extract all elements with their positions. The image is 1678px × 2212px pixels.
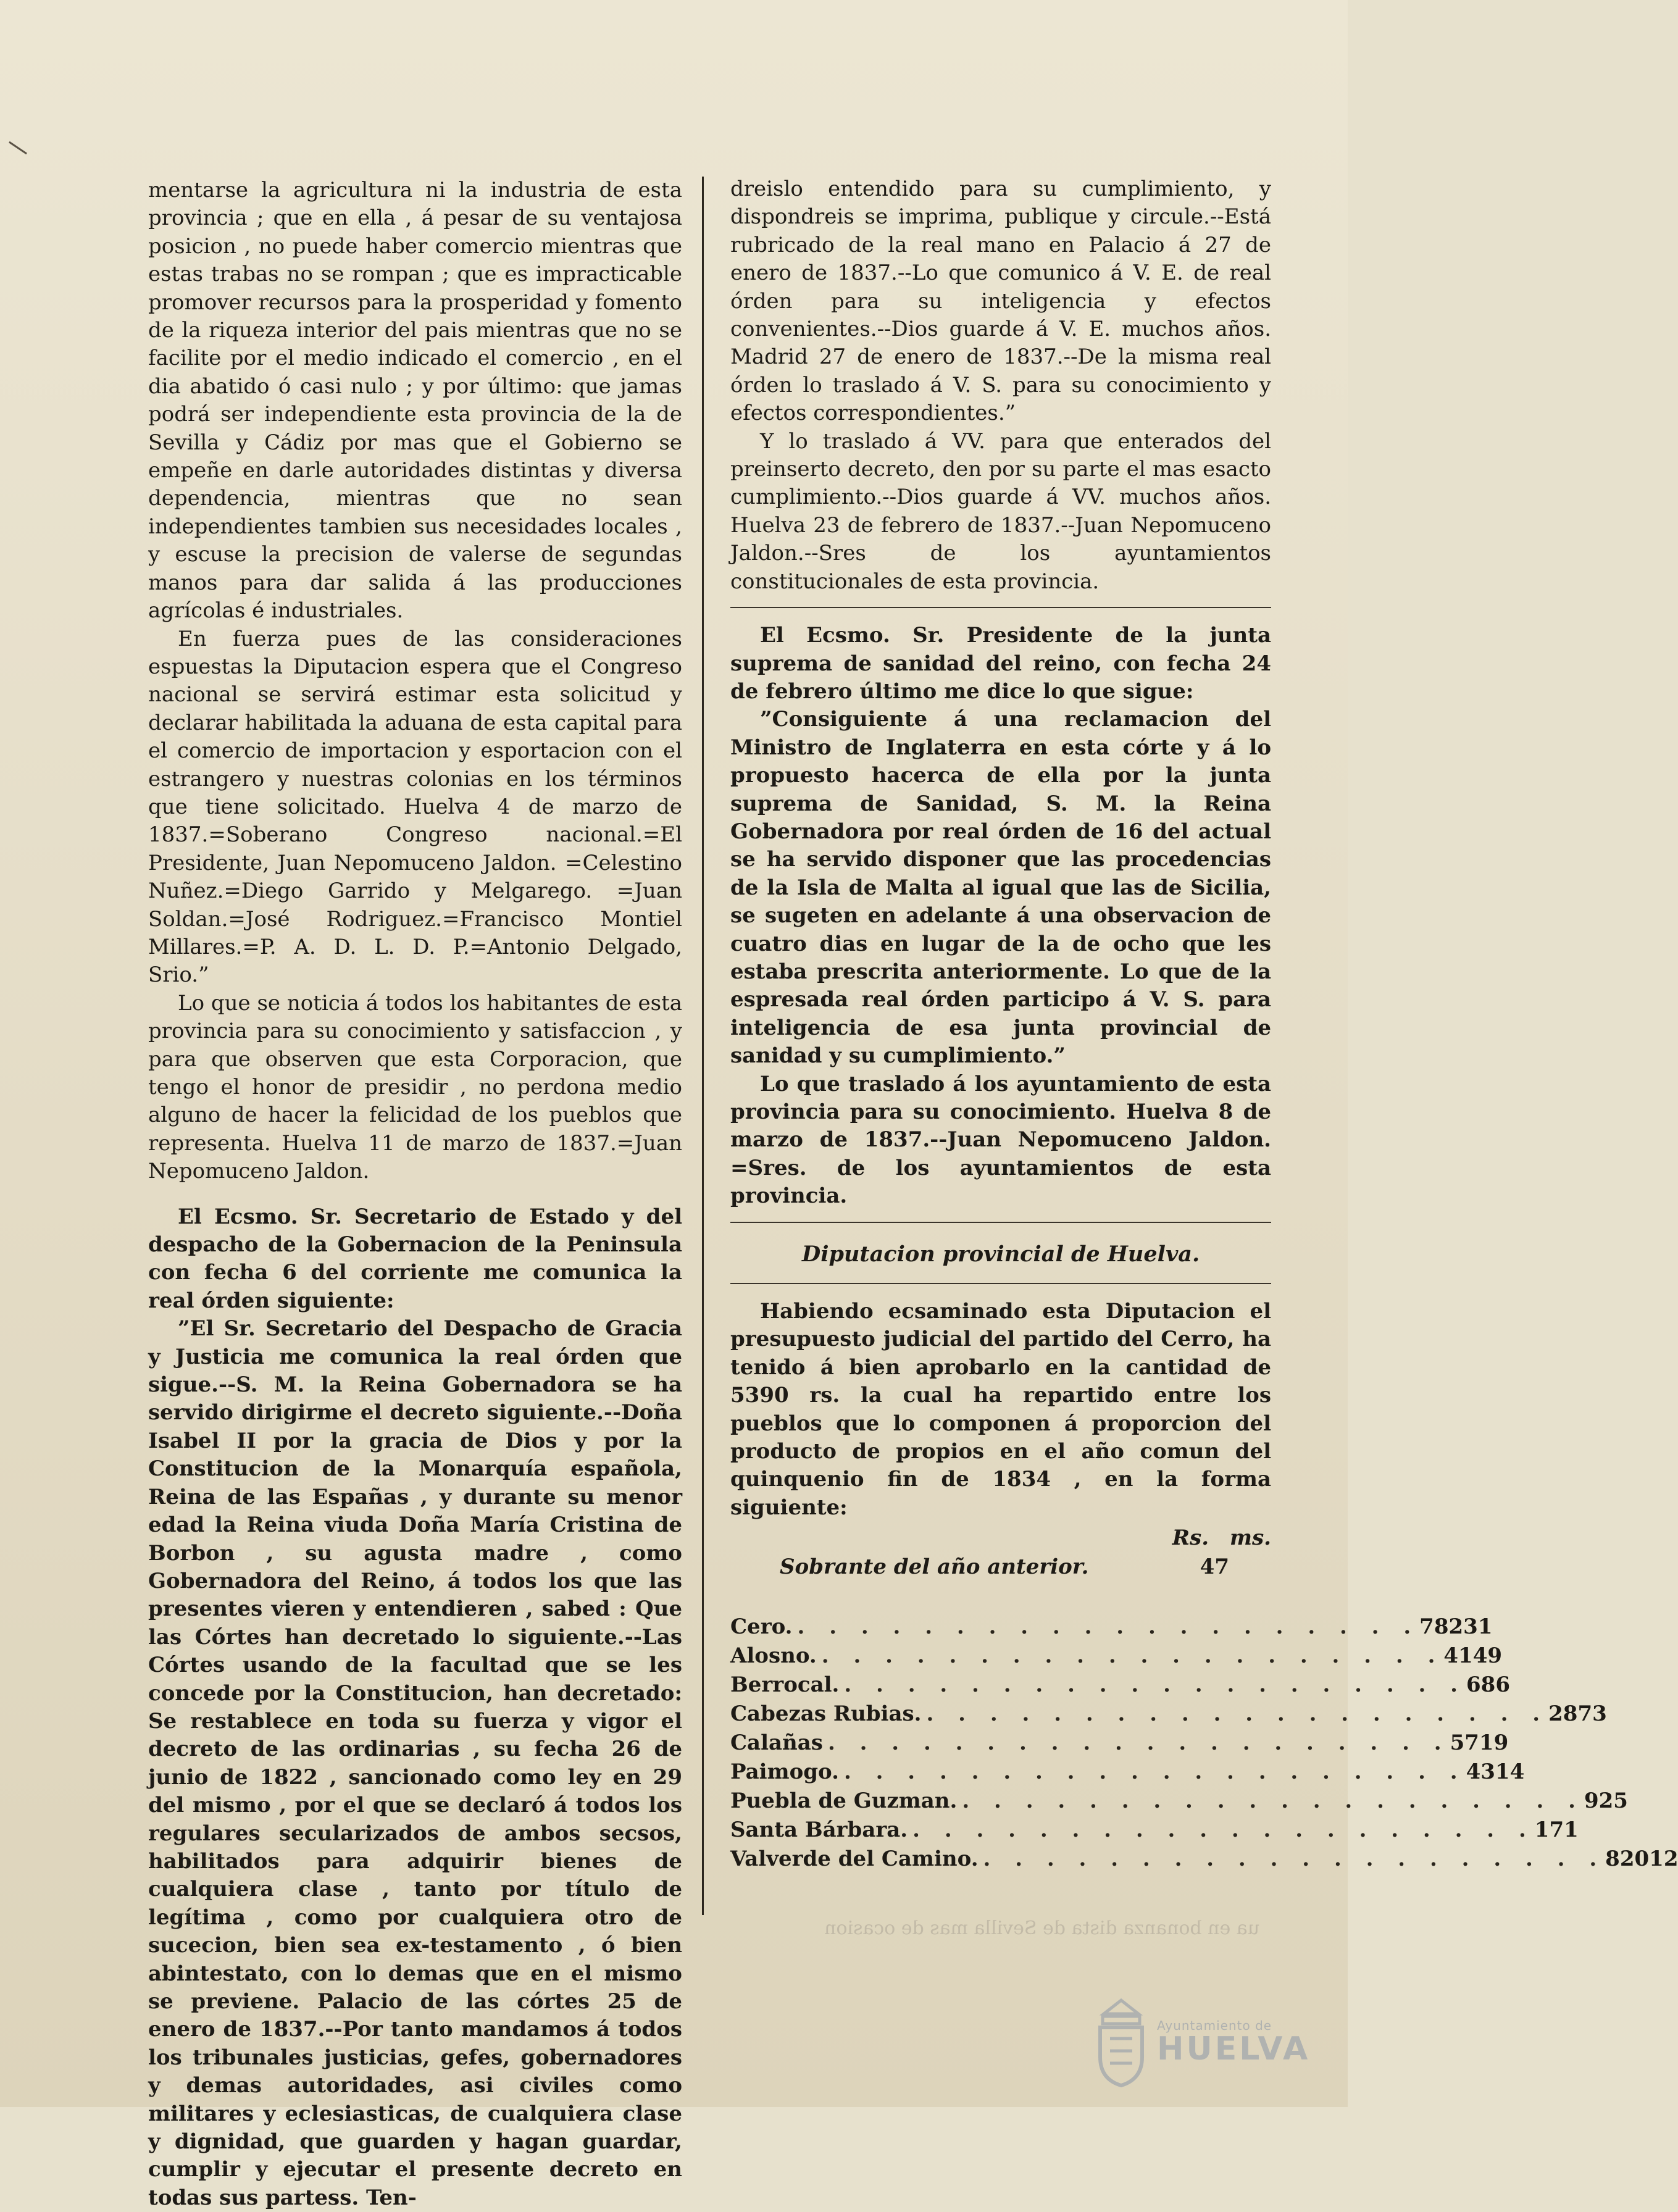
ledger-row-dots: . . . . . . . . . . . . . . . . . . . . — [912, 1817, 1535, 1842]
ledger-row-name: Valverde del Camino. — [730, 1846, 979, 1871]
ledger-row-ms: 9 — [1493, 1730, 1509, 1755]
left-paragraph-1: mentarse la agricultura ni la industria de esta provincia ; que en ella , á pesar de su ventajosa posicion , no puede haber comercio mientras que estas trabas no se rompan ; que es impracticable promover recursos para la prosperidad y fomento de la riqueza interior del pais mientras que no se facilite por el medio indicado el comercio , en el dia abatido ó casi nulo ; y por último: que jamas podrá ser independiente esta provincia de la de Sevilla y Cádiz por mas que el Gobierno se empeñe en darle autoridades distintas y diversa dependencia, mientras que no sean independientes tambien sus necesidades locales , y escuse la precision de valerse de segundas manos para dar salida á las producciones agrícolas é industriales. — [148, 178, 682, 624]
ledger-row-name: Puebla de Guzman. — [730, 1788, 958, 1813]
ledger-row — [730, 1758, 1525, 1787]
ledger-row-name: Paimogo. — [730, 1759, 839, 1784]
left-paragraph-4: El Ecsmo. Sr. Secretario de Estado y del despacho de la Gobernacion de la Peninsula con fecha 6 del corriente me comunica la real órden siguiente: — [148, 1204, 682, 1313]
ledger-row — [730, 1613, 1493, 1642]
ledger-row-ms: 31 — [1463, 1614, 1493, 1639]
ledger-row-dots: . . . . . . . . . . . . . . . . . . . . — [827, 1730, 1450, 1755]
ledger-row-ms: 3 — [1592, 1701, 1607, 1726]
ledger-carry-name: Sobrante del año anterior. — [780, 1554, 1089, 1579]
ledger-row — [730, 1700, 1607, 1729]
ledger-row-rs: 287 — [1548, 1701, 1593, 1726]
ledger-row-ms: 6 — [1495, 1672, 1510, 1697]
ledger-row-ms: 4 — [1509, 1759, 1525, 1784]
ledger-row-rs: 171 — [1534, 1817, 1579, 1842]
ledger-row-rs: 414 — [1443, 1643, 1488, 1668]
ledger-row-name: Santa Bárbara. — [730, 1817, 908, 1842]
page-corner-mark — [9, 141, 27, 154]
ledger-row-dots: . . . . . . . . . . . . . . . . . . . . — [843, 1759, 1466, 1784]
right-paragraph-2: Y lo traslado á VV. para que enterados del preinserto decreto, den por su parte el mas esacto cumplimiento.--Dios guarde á VV. muchos años. Huelva 23 de febrero de 1837.--Juan Nepomuceno Jaldon.--Sres de los ayuntamientos constitucionales de esta provincia. — [730, 428, 1271, 594]
ledger-row-name: Cero. — [730, 1614, 793, 1639]
ledger-row-rs: 68 — [1466, 1672, 1496, 1697]
ledger-row — [730, 1642, 1503, 1671]
ledger-row-dots: . . . . . . . . . . . . . . . . . . . . — [821, 1643, 1444, 1668]
ledger-row-dots: . . . . . . . . . . . . . . . . . . . . — [983, 1846, 1606, 1871]
section-divider-2 — [730, 1222, 1271, 1223]
section-divider — [730, 607, 1271, 608]
ledger-header-ms: ms. — [1230, 1525, 1271, 1551]
column-divider — [702, 177, 704, 1915]
ayuntamiento-watermark — [1092, 1989, 1311, 2094]
ledger-row-name: Calañas — [730, 1730, 823, 1755]
ledger-row-dots: . . . . . . . . . . . . . . . . . . . . — [844, 1672, 1466, 1697]
spacer — [148, 1186, 682, 1203]
right-paragraph-6: Habiendo ecsaminado esta Diputacion el presupuesto judicial del partido del Cerro, ha tenido á bien aprobarlo en la cantidad de 5390 rs. la cual ha repartido entre los pueblos que lo componen á proporcion del producto de propios en el año comun del quinquenio fin de 1834 , en la forma siguiente: — [730, 1299, 1271, 1520]
left-paragraph-5: ”El Sr. Secretario del Despacho de Gracia y Justicia me comunica la real órden que sigue.--S. M. la Reina Gobernadora se ha servido dirigirme el decreto siguiente.--Doña Isabel II por la gracia de Dios y por la Constitucion de la Monarquía española, Reina de las Españas , y durante su menor edad la Reina viuda Doña María Cristina de Borbon , su agusta madre , como Gobernadora del Reino, á todos los que las presentes vieren y entendieren , sabed : Que las Córtes han decretado lo siguiente.--Las Córtes usando de la facultad que se les concede por la Constitucion, han decretado: Se restablece en toda su fuerza y vigor el decreto de las ordinarias , su fecha 26 de junio de 1822 , sancionado como ley en 29 del mismo , por el que se declaró á todos los regulares secularizados de ambos secsos, habilitados para adquirir bienes de cualquiera clase , tanto por título de legítima , como por cualquiera otro de sucecion, bien sea ex-testamento , ó bien abintestato, con lo demas que en el mismo se previene. Palacio de las córtes 25 de enero de 1837.--Por tanto mandamos á todos los tribunales justicias, gefes, gobernadores y demas autoridades, asi civiles como militares y eclesiasticas, de cualquiera clase y dignidad, que guarden y hagan guardar, cumplir y ejecutar el presente decreto en todas sus partess. Ten- — [148, 1316, 682, 2210]
ledger-row-dots: . . . . . . . . . . . . . . . . . . . . — [926, 1701, 1549, 1726]
ledger-row — [730, 1816, 1579, 1845]
ledger-row-name: Cabezas Rubias. — [730, 1701, 922, 1726]
section-divider-3 — [730, 1283, 1271, 1284]
right-paragraph-5: Lo que traslado á los ayuntamiento de esta provincia para su conocimiento. Huelva 8 de marzo de 1837.--Juan Nepomuceno Jaldon. =Sres. de los ayuntamientos de esta provincia. — [730, 1071, 1271, 1209]
ledger-row — [730, 1787, 1628, 1816]
ledger-row — [730, 1671, 1510, 1700]
right-paragraph-1: dreislo entendido para su cumplimiento, y dispondreis se imprima, publique y circule.--Está rubricado de la real mano en Palacio á 27 de enero de 1837.--Lo que comunico á V. E. de real órden para su inteligencia y efectos convenientes.--Dios guarde á V. E. muchos años. Madrid 27 de enero de 1837.--De la misma real órden lo traslado á V. S. para su conocimiento y efectos correspondientes.” — [730, 177, 1271, 426]
ledger-carry-row — [780, 1553, 1271, 1582]
ledger-row-name: Berrocal. — [730, 1672, 840, 1697]
ledger-row-rs: 571 — [1450, 1730, 1494, 1755]
ledger-row — [730, 1729, 1509, 1758]
left-paragraph-3: Lo que se noticia á todos los habitantes de esta provincia para su conocimiento y satisfaccion , y para que observen que esta Corporacion, que tengo el honor de presidir , no perdona medio alguno de hacer la felicidad de los pueblos que representa. Huelva 11 de marzo de 1837.=Juan Nepomuceno Jaldon. — [148, 990, 682, 1184]
ledger-carry-rs: 47 — [1200, 1554, 1229, 1579]
ledger-header-rs: Rs. — [1172, 1525, 1209, 1551]
ledger-row-ms: 12 — [1649, 1846, 1678, 1871]
ledger-header — [730, 1524, 1271, 1552]
ledger-row-dots: . . . . . . . . . . . . . . . . . . . . — [797, 1614, 1420, 1639]
right-paragraph-4: ”Consiguiente á una reclamacion del Ministro de Inglaterra en esta córte y á lo propuesto hacerca de ella por la junta suprema de Sanidad, S. M. la Reina Gobernadora por real órden de 16 del actual se ha servido disponer que las procedencias de la Isla de Malta al igual que las de Sicilia, se sugeten en adelante á una observacion de cuatro dias en lugar de la de ocho que les estaba prescrita anteriormente. Lo que de la espresada real órden participo á V. S. para inteligencia de esa junta provincial de sanidad y su cumplimiento.” — [730, 707, 1271, 1069]
watermark-line-1: Ayuntamiento de — [1157, 2018, 1272, 2033]
ledger-row-ms: 9 — [1487, 1643, 1503, 1668]
ledger-row-rs: 431 — [1466, 1759, 1510, 1784]
coat-of-arms-icon — [1092, 1995, 1151, 2088]
ledger-row-rs: 782 — [1419, 1614, 1464, 1639]
right-paragraph-3: El Ecsmo. Sr. Presidente de la junta suprema de sanidad del reino, con fecha 24 de febrero último me dice lo que sigue: — [730, 623, 1271, 704]
left-paragraph-2: En fuerza pues de las consideraciones espuestas la Diputacion espera que el Congreso nacional se servirá estimar esta solicitud y declarar habilitada la aduana de esta capital para el comercio de importacion y esportacion con el estrangero y nuestras colonias en los términos que tiene solicitado. Huelva 4 de marzo de 1837.=Soberano Congreso nacional.=El Presidente, Juan Nepomuceno Jaldon. =Celestino Nuñez.=Diego Garrido y Melgarego. =Juan Soldan.=José Rodriguez.=Francisco Montiel Millares.=P. A. D. L. D. P.=Antonio Delgado, Srio.” — [148, 626, 682, 988]
bleed-through-text: ua en bonanza dista de Sevilla mas de ocasion — [824, 1918, 1259, 1939]
section-heading: Diputacion provincial de Huelva. — [801, 1241, 1200, 1267]
watermark-line-2: HUELVA — [1157, 2030, 1311, 2068]
ledger-row-name: Alosno. — [730, 1643, 817, 1668]
right-column — [730, 175, 1678, 1874]
left-column — [148, 177, 682, 2212]
ledger-row-rs: 925 — [1584, 1788, 1628, 1813]
ledger-row-dots: . . . . . . . . . . . . . . . . . . . . — [962, 1788, 1584, 1813]
ledger-row-rs: 820 — [1605, 1846, 1650, 1871]
ledger-row — [730, 1845, 1678, 1874]
